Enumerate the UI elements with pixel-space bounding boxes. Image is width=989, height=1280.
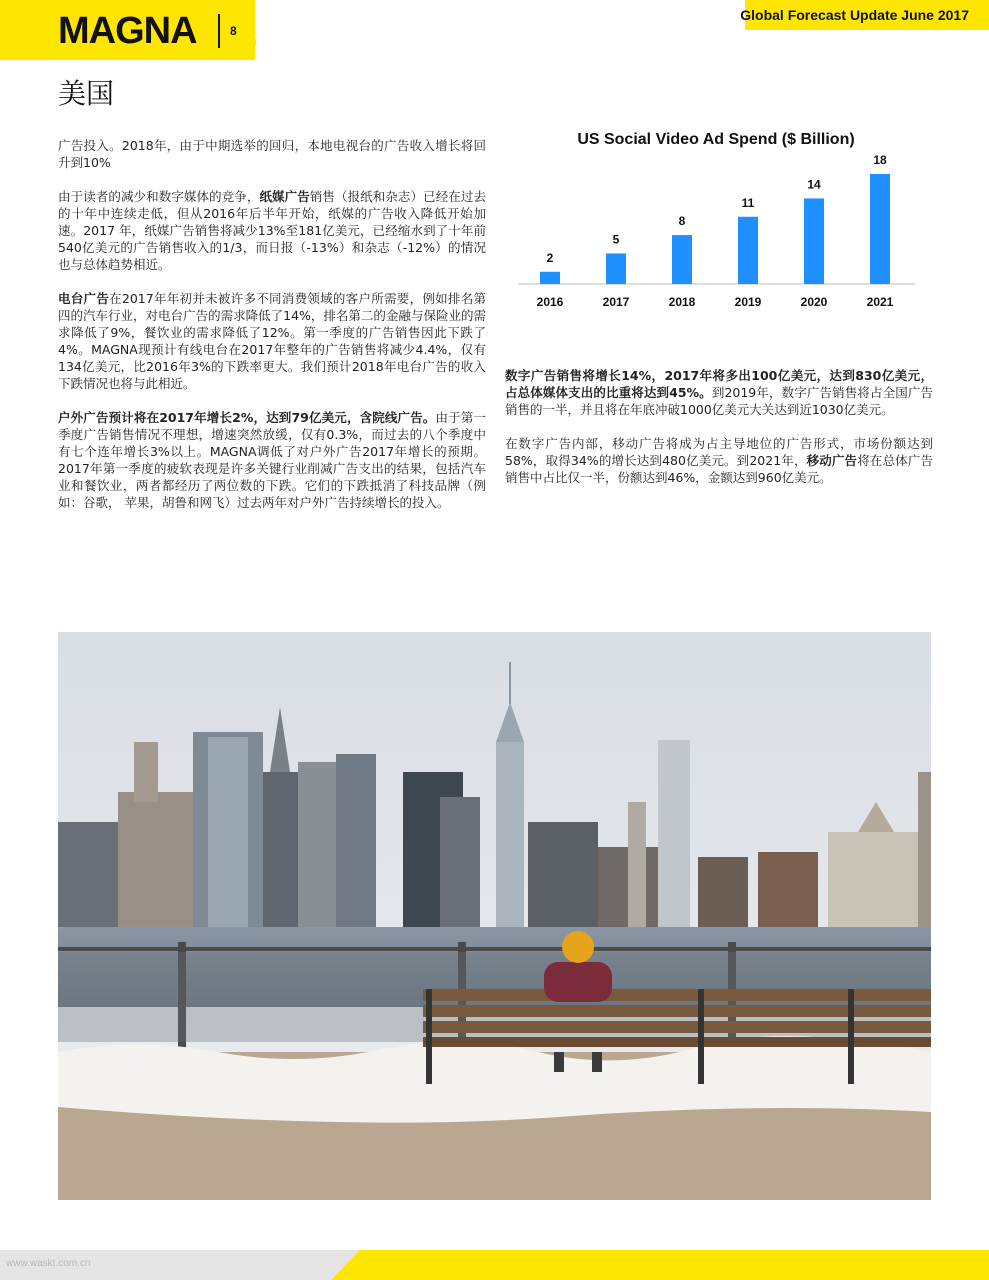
paragraph-mobile (505, 435, 933, 486)
header-cutout-lower (255, 30, 989, 60)
chart-bar-2016 (540, 272, 560, 284)
paragraph-print (58, 188, 486, 273)
chart-bars (537, 153, 894, 309)
skyline-photo (58, 632, 931, 1200)
chart-tick-label-2018: 2018 (668, 295, 696, 309)
section-title: 美国 (58, 77, 115, 110)
chart-tick-label-2021: 2021 (866, 295, 894, 309)
print-intro: 由于读者的减少和数字媒体的竞争， (58, 189, 260, 204)
outdoor-headline: 户外广告预计将在2017年增长2%，达到79亿美元，含院线广告。 (58, 410, 436, 425)
mobile-keyword: 移动广告 (806, 453, 858, 468)
report-title: Global Forecast Update June 2017 (740, 7, 969, 23)
left-column (58, 137, 486, 528)
social-video-chart (510, 124, 930, 319)
mobile-intro: 在数字广告内部，移动广告将成为占主导地位的广告形式，市场份额达到58%，取得34%的增长达到480亿美元。到2021年， (505, 436, 933, 468)
page-number: 8 (230, 24, 237, 38)
chart-data-label-2018: 8 (678, 214, 686, 229)
chart-data-label-2020: 14 (807, 177, 821, 192)
digital-body: 到2019年，数字广告销售将占全国广告销售的一半，并且将在年底冲破1000亿美元大关达到近1030亿美元。 (505, 385, 934, 417)
outdoor-body: 由于第一季度广告销售情况不理想，增速突然放缓，仅有0.3%，而过去的八个季度中有七个连年增长3%以上。MAGNA调低了对户外广告2017年增长的预期。2017年第一季度的疲软表现是许多关键行业削减广告支出的结果，包括汽车业和餐饮业，两者都经历了两位数的下跌。它们的下跌抵消了科技品牌（例如：谷歌， 苹果，胡鲁和网飞）过去两年对户外广告持续增长的投入。 (58, 410, 486, 510)
paragraph-digital (505, 367, 933, 418)
footer-url: www.waskt.com.cn (6, 1258, 91, 1269)
radio-keyword: 电台广告 (58, 291, 110, 306)
paragraph-outdoor (58, 409, 486, 511)
chart-data-label-2016: 2 (546, 250, 554, 265)
paragraph-radio (58, 290, 486, 392)
chart-data-label-2017: 5 (612, 232, 620, 247)
chart-bar-2019 (738, 217, 758, 284)
radio-body: 在2017年年初并未被许多不同消费领域的客户所需要，例如排名第四的汽车行业，对电台广告的需求降低了14%，排名第二的金融与保险业的需求降低了9%，餐饮业的需求降低了12%。第一季度的广告销售因此下跌了4%。MAGNA现预计有线电台在2017年整年的广告销售将减少4.4%，仅有134亿美元，比2016年3%的下跌率更大。我们预计2018年电台广告的收入下跌情况也将与此相近。 (58, 291, 486, 391)
chart-bar-2017 (606, 253, 626, 284)
chart-tick-label-2020: 2020 (800, 295, 828, 309)
magna-logo: MAGNA (58, 10, 197, 52)
chart-bar-2020 (804, 198, 824, 284)
logo-divider (218, 14, 220, 48)
print-keyword: 纸媒广告 (259, 189, 310, 204)
chart-bar-2018 (672, 235, 692, 284)
chart-data-label-2019: 11 (741, 195, 755, 210)
chart-tick-label-2019: 2019 (734, 295, 762, 309)
skyline-illustration (58, 632, 931, 1200)
chart-title: US Social Video Ad Spend ($ Billion) (577, 131, 855, 148)
mobile-body: 将在总体广告销售中占比仅一半，份额达到46%，金额达到960亿美元。 (505, 453, 933, 485)
chart-svg (510, 124, 930, 319)
right-column (505, 367, 933, 503)
print-body: 销售（报纸和杂志）已经在过去的十年中连续走低，但从2016年后半年开始，纸媒的广告收入降低开始加速。2017 年，纸媒广告销售将减少13%至181亿美元，已经缩水到了十年前540亿美元的广告销售收入的1/3，而日报（-13%）和杂志（-12%）的情况也与总体趋势相近。 (58, 189, 486, 272)
chart-bar-2021 (870, 174, 890, 284)
chart-tick-label-2016: 2016 (536, 295, 564, 309)
chart-tick-label-2017: 2017 (602, 295, 630, 309)
digital-headline: 数字广告销售将增长14%，2017年将多出100亿美元，达到830亿美元，占总体媒体支出的比重将达到45%。 (505, 368, 933, 400)
paragraph-local-tv: 广告投入。2018年，由于中期选举的回归，本地电视台的广告收入增长将回升到10% (58, 138, 486, 170)
chart-data-label-2021: 18 (873, 153, 887, 167)
